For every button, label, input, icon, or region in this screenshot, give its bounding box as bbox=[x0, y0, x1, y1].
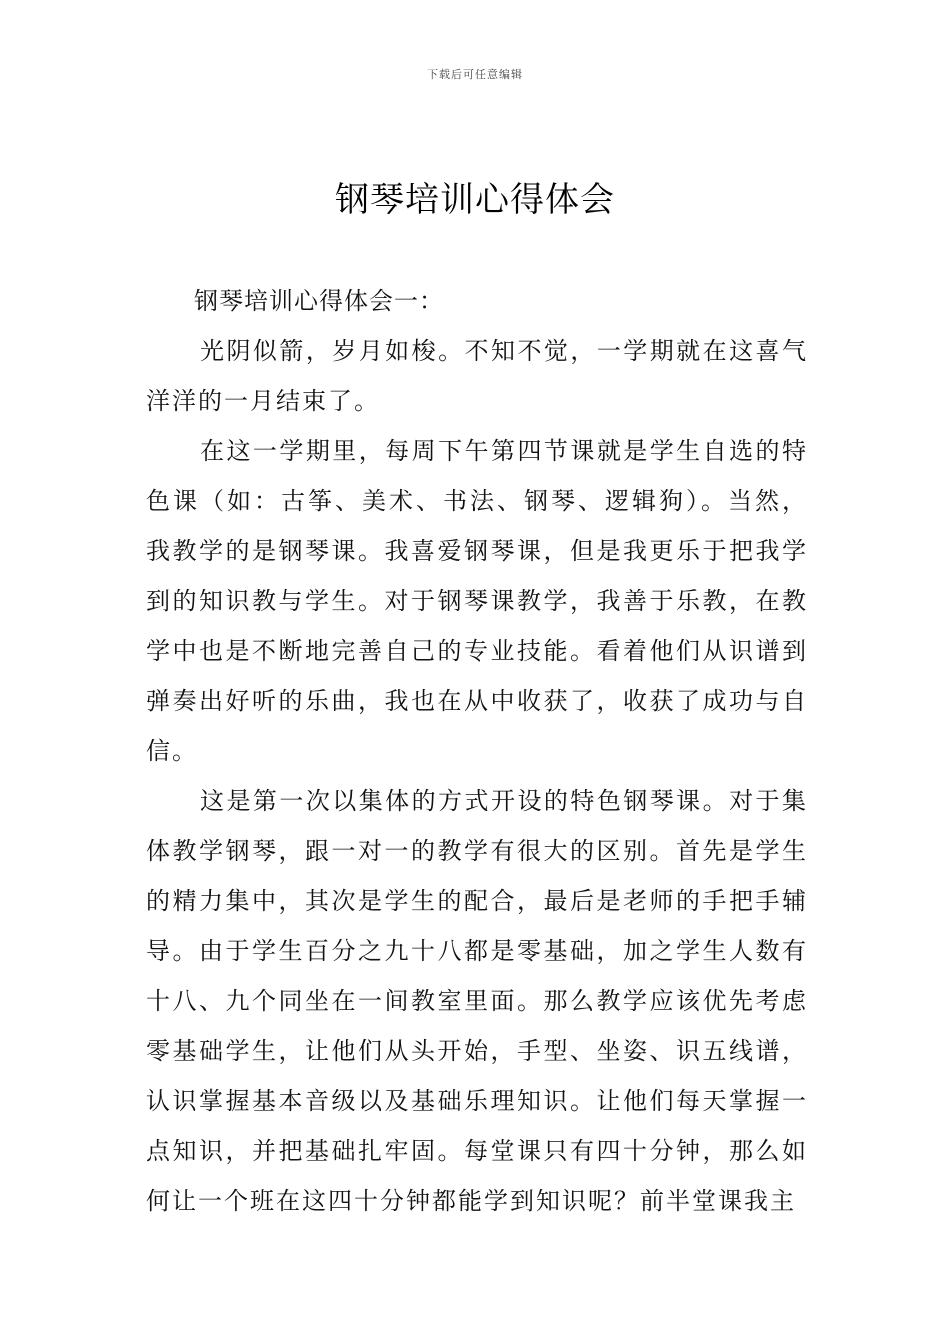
section-heading: 钢琴培训心得体会一： bbox=[194, 287, 444, 315]
header-note: 下载后可任意编辑 bbox=[427, 68, 523, 81]
paragraph-2: 在这一学期里，每周下午第四节课就是学生自选的特色课（如：古筝、美术、书法、钢琴、逻辑狗）。当然，我教学的是钢琴课。我喜爱钢琴课，但是我更乐于把我学到的知识教与学生。对于钢琴课教学，我善于乐教，在教学中也是不断地完善自己的专业技能。看着他们从识谱到弹奏出好听的乐曲，我也在从中收获了，收获了成功与自信。 bbox=[146, 437, 808, 765]
paragraph-1: 光阴似箭，岁月如梭。不知不觉，一学期就在这喜气洋洋的一月结束了。 bbox=[146, 337, 808, 415]
paragraph-3: 这是第一次以集体的方式开设的特色钢琴课。对于集体教学钢琴，跟一对一的教学有很大的区别。首先是学生的精力集中，其次是学生的配合，最后是老师的手把手辅导。由于学生百分之九十八都是零基础，加之学生人数有十八、九个同坐在一间教室里面。那么教学应该优先考虑零基础学生，让他们从头开始，手型、坐姿、识五线谱，认识掌握基本音级以及基础乐理知识。让他们每天掌握一点知识，并把基础扎牢固。每堂课只有四十分钟，那么如何让一个班在这四十分钟都能学到知识呢？前半堂课我主 bbox=[146, 787, 808, 1215]
document-body bbox=[146, 276, 808, 1226]
document-title: 钢琴培训心得体会 bbox=[335, 180, 615, 220]
